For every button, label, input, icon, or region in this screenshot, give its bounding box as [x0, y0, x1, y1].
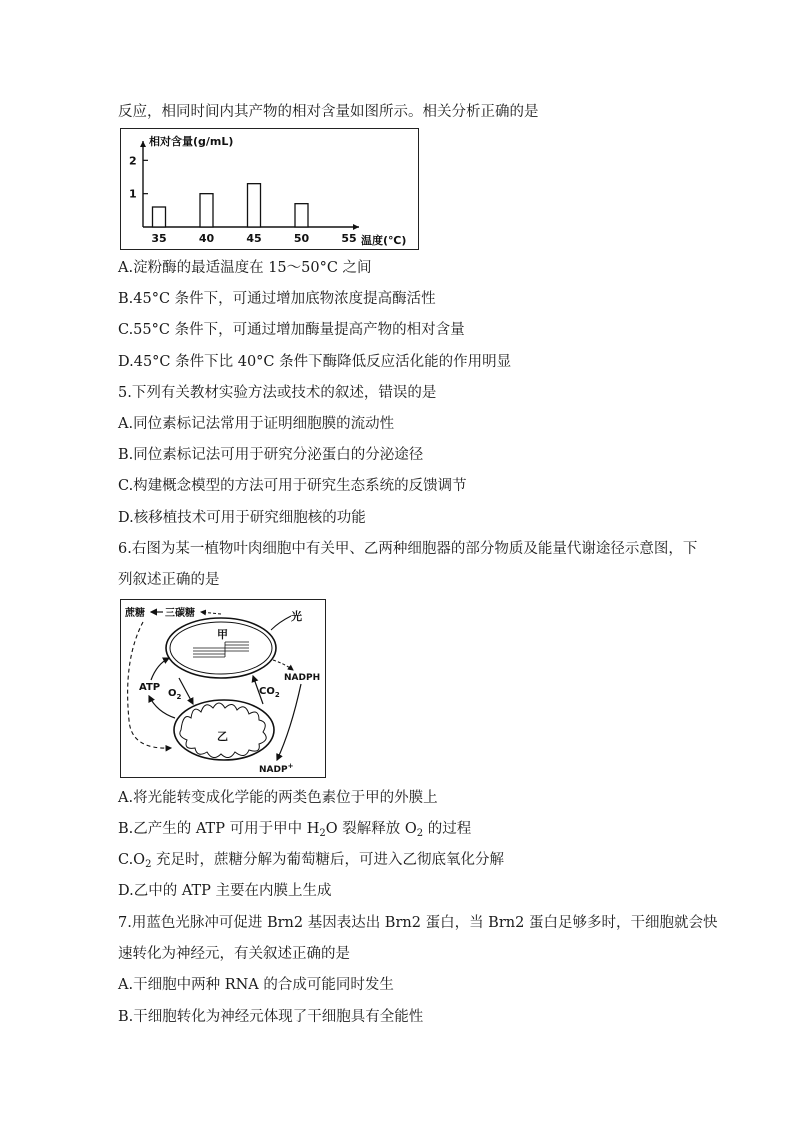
q5-option-c: C.构建概念模型的方法可用于研究生态系统的反馈调节	[118, 478, 467, 494]
q5-stem: 5.下列有关教材实验方法或技术的叙述，错误的是	[118, 385, 437, 401]
q4-option-d: D.45°C 条件下比 40°C 条件下酶降低反应活化能的作用明显	[118, 354, 512, 370]
x-tick-label: 40	[198, 232, 215, 245]
label-light: 光	[291, 610, 302, 623]
label-jia: 甲	[217, 628, 228, 641]
label-nadph: NADPH	[284, 673, 321, 683]
q6-option-b: B.乙产生的 ATP 可用于甲中 $H_2O$ 裂解释放 $O_2$ 的过程	[118, 821, 472, 839]
x-tick-label: 50	[293, 232, 310, 245]
chart-ylabel: 相对含量(g/mL)	[149, 135, 234, 148]
label-triose: 三碳糖	[165, 608, 195, 619]
label-yi: 乙	[217, 730, 228, 743]
q5-option-a: A.同位素标记法常用于证明细胞膜的流动性	[118, 416, 395, 432]
chart-xlabel: 温度(℃)	[361, 234, 407, 247]
q4-option-a: A.淀粉酶的最适温度在 15～50°C 之间	[118, 260, 372, 276]
label-o2: $O_2$	[168, 688, 182, 701]
label-sucrose: 蔗糖	[125, 608, 145, 619]
arrow-mito-to-atp	[149, 696, 175, 718]
q6-option-d: D.乙中的 ATP 主要在内膜上生成	[118, 883, 332, 899]
bar	[295, 204, 308, 227]
x-tick-label: 55	[341, 232, 357, 245]
q7-stem-line2: 速转化为神经元，有关叙述正确的是	[118, 946, 350, 962]
x-tick-label: 45	[246, 232, 262, 245]
intro-line: 反应，相同时间内其产物的相对含量如图所示。相关分析正确的是	[118, 104, 539, 120]
bar	[153, 207, 166, 227]
light-pointer	[271, 616, 291, 630]
organelle-diagram	[120, 599, 326, 778]
q4-option-b: B.45°C 条件下，可通过增加底物浓度提高酶活性	[118, 291, 436, 307]
chloroplast	[166, 618, 276, 678]
arrow-nadph-to-nadp	[277, 684, 301, 760]
q5-option-d: D.核移植技术可用于研究细胞核的功能	[118, 510, 366, 526]
arrow-chloroplast-to-nadph	[273, 660, 293, 670]
thylakoid-stack	[193, 642, 249, 657]
q7-stem-line1: 7.用蓝色光脉冲可促进 Brn2 基因表达出 Brn2 蛋白，当 Brn2 蛋白足够多时，干细胞就会快	[118, 915, 718, 931]
q6-option-c: $C.O_2$ 充足时，蔗糖分解为葡萄糖后，可进入乙彻底氧化分解	[118, 852, 505, 870]
label-atp: ATP	[139, 682, 161, 693]
y-axis-arrowhead	[140, 141, 146, 147]
bar	[248, 184, 261, 227]
q7-option-a: A.干细胞中两种 RNA 的合成可能同时发生	[118, 977, 394, 993]
q5-option-b: B.同位素标记法可用于研究分泌蛋白的分泌途径	[118, 447, 424, 463]
bar-chart	[121, 129, 418, 249]
q6-stem-line1: 6.右图为某一植物叶肉细胞中有关甲、乙两种细胞器的部分物质及能量代谢途径示意图，下	[118, 541, 698, 557]
q6-option-a: A.将光能转变成化学能的两类色素位于甲的外膜上	[118, 790, 438, 806]
q6-stem-line2: 列叙述正确的是	[118, 572, 220, 588]
q7-option-b: B.干细胞转化为神经元体现了干细胞具有全能性	[118, 1009, 424, 1025]
x-tick-label: 35	[151, 232, 167, 245]
arrow-chloroplast-to-triose	[201, 612, 221, 614]
bar-chart-figure	[120, 128, 419, 250]
arrow-atp-to-chloroplast	[151, 658, 169, 680]
mitochondrion	[174, 700, 274, 760]
x-axis-arrowhead	[353, 224, 359, 230]
label-nadp: NADP+	[259, 762, 294, 775]
label-co2: $CO_2$	[259, 686, 280, 699]
q4-option-c: C.55°C 条件下，可通过增加酶量提高产物的相对含量	[118, 322, 465, 338]
organelle-svg	[121, 600, 325, 777]
y-tick-label: 2	[129, 154, 137, 168]
bar	[200, 194, 213, 227]
y-tick-label: 1	[129, 187, 137, 201]
